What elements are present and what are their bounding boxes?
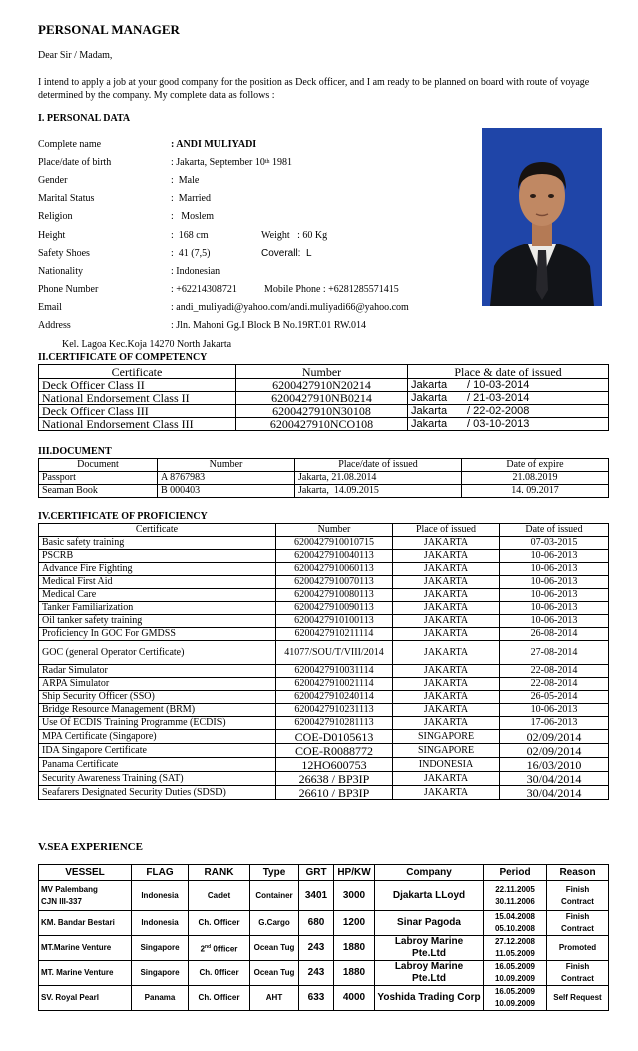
- flag: Indonesia: [141, 918, 179, 927]
- table-row: MPA Certificate (Singapore) COE-D0105613 SINGAPORE 02/09/2014: [39, 730, 609, 744]
- period-start: 27.12.2008: [494, 937, 536, 946]
- table-row: Deck Officer Class III 6200427910N30108 Jakarta / 22-02-2008: [39, 405, 609, 418]
- rank: Cadet: [207, 890, 231, 900]
- pd-row-marital: Marital Status : Married: [38, 193, 211, 205]
- col-certificate: Certificate: [39, 365, 236, 379]
- table-row: [39, 911, 609, 936]
- period-end: 11.05.2009: [495, 949, 535, 958]
- vessel-name: MV Palembang: [41, 884, 98, 894]
- col-rank: RANK: [189, 865, 250, 881]
- col-place-date: Place & date of issued: [408, 365, 609, 379]
- rank: Ch. Officer: [198, 993, 240, 1002]
- table-row: Oil tanker safety training 6200427910100113 JAKARTA 10-06-2013: [39, 615, 609, 628]
- table-row: Panama Certificate 12HO600753 INDONESIA 16/03/2010: [39, 758, 609, 772]
- personal-data-heading: I. PERSONAL DATA: [38, 113, 131, 124]
- reason: Self Request: [553, 993, 602, 1002]
- table-row: Medical Care 6200427910080113 JAKARTA 10-06-2013: [39, 589, 609, 602]
- col-prof-number: Number: [276, 524, 393, 537]
- sea-experience-heading: V.SEA EXPERIENCE: [38, 841, 143, 853]
- col-reason: Reason: [547, 865, 609, 881]
- period-end: 05.10.2008: [494, 924, 536, 933]
- period-end: 10.09.2009: [494, 974, 536, 983]
- table-row: Medical First Aid 6200427910070113 JAKARTA 10-06-2013: [39, 576, 609, 589]
- pd-row-nationality: Nationality : Indonesian: [38, 265, 221, 277]
- profile-photo: [482, 128, 602, 306]
- competency-heading: II.CERTIFICATE OF COMPETENCY: [38, 352, 208, 363]
- table-row: National Endorsement Class III 6200427910NCO108 Jakarta / 03-10-2013: [39, 418, 609, 431]
- col-number: Number: [236, 365, 408, 379]
- sea-experience-table: [38, 864, 609, 1011]
- proficiency-table: [38, 523, 609, 800]
- table-row: National Endorsement Class II 6200427910NB0214 Jakarta / 21-03-2014: [39, 392, 609, 405]
- company: Yoshida Trading Corp: [377, 992, 481, 1003]
- table-row: PSCRB 6200427910040113 JAKARTA 10-06-2013: [39, 550, 609, 563]
- pd-row-religion: Religion : Moslem: [38, 211, 215, 223]
- col-doc-number: Number: [158, 459, 295, 472]
- grt: 633: [307, 992, 325, 1003]
- rank: Ch. Officer: [198, 918, 240, 927]
- document-title: PERSONAL MANAGER: [38, 22, 180, 37]
- hp-kw: 1880: [342, 942, 366, 953]
- period-start: 16.05.2009: [494, 962, 536, 971]
- col-prof-date: Date of issued: [500, 524, 609, 537]
- period-end: 10.09.2009: [494, 999, 536, 1008]
- period-end: 30.11.2006: [495, 896, 535, 906]
- col-doc-expire: Date of expire: [462, 459, 609, 472]
- grt: 680: [307, 917, 325, 928]
- col-doc-issued: Place/date of issued: [295, 459, 462, 472]
- document-table: [38, 458, 609, 498]
- table-row: [39, 881, 609, 911]
- col-flag: FLAG: [132, 865, 189, 881]
- period-start: 16.05.2009: [494, 987, 536, 996]
- pd-row-birth: Place/date of birth : Jakarta, September 10 th 1981: [38, 156, 293, 168]
- company: Labroy Marine Pte.Ltd: [394, 961, 464, 984]
- vessel-name: MT. Marine Venture: [41, 968, 114, 977]
- flag: Panama: [144, 993, 176, 1002]
- table-row: IDA Singapore Certificate COE-R0088772 SINGAPORE 02/09/2014: [39, 744, 609, 758]
- personal-data: [38, 135, 478, 353]
- vessel-type: Ocean Tug: [253, 968, 295, 977]
- pd-row-shoes: Safety Shoes : 41 (7,5) Coverall: L: [38, 247, 312, 259]
- table-row: Seaman Book B 000403 Jakarta, 14.09.2015 14. 09.2017: [39, 485, 609, 498]
- col-type: Type: [250, 865, 299, 881]
- reason: Promoted: [558, 943, 597, 952]
- table-row: Security Awareness Training (SAT) 26638 / BP3IP JAKARTA 30/04/2014: [39, 772, 609, 786]
- table-row: Ship Security Officer (SSO) 6200427910240114 JAKARTA 26-05-2014: [39, 691, 609, 704]
- period-start: 15.04.2008: [494, 912, 536, 921]
- pd-address-line2: Kel. Lagoa Kec.Koja 14270 North Jakarta: [62, 338, 232, 350]
- table-row: MT.Marine Venture Singapore 2nd 0fficer Ocean Tug 243 1880 Labroy Marine Pte.Ltd 27.12.2008 11.05.2009 Promoted: [39, 936, 609, 961]
- col-grt: GRT: [299, 865, 334, 881]
- col-period: Period: [484, 865, 547, 881]
- reason: Finish Contract: [561, 912, 594, 933]
- table-row: Radar Simulator 6200427910031114 JAKARTA 22-08-2014: [39, 665, 609, 678]
- col-prof-place: Place of issued: [393, 524, 500, 537]
- col-vessel: VESSEL: [39, 865, 132, 881]
- col-prof-certificate: Certificate: [39, 524, 276, 537]
- pd-row-gender: Gender : Male: [38, 174, 200, 186]
- flag: Singapore: [140, 943, 180, 952]
- vessel-type: G.Cargo: [258, 918, 290, 927]
- table-row: Seafarers Designated Security Duties (SDSD) 26610 / BP3IP JAKARTA 30/04/2014: [39, 786, 609, 800]
- company: Labroy Marine Pte.Ltd: [394, 936, 464, 959]
- vessel-name: MT.Marine Venture: [41, 943, 112, 952]
- greeting: Dear Sir / Madam,: [38, 50, 113, 61]
- table-row: GOC (general Operator Certificate) 41077/SOU/T/VIII/2014 JAKARTA 27-08-2014: [39, 641, 609, 665]
- grt: 243: [307, 942, 325, 953]
- pd-row-phone: Phone Number : +62214308721 Mobile Phone : +6281285571415: [38, 284, 399, 296]
- document-heading: III.DOCUMENT: [38, 446, 112, 457]
- table-row: ARPA Simulator 6200427910021114 JAKARTA 22-08-2014: [39, 678, 609, 691]
- rank: Ch. 0fficer: [199, 968, 239, 977]
- table-row: Advance Fire Fighting 6200427910060113 JAKARTA 10-06-2013: [39, 563, 609, 576]
- reason: Finish Contract: [561, 962, 594, 983]
- grt: 243: [307, 967, 325, 978]
- competency-table: [38, 364, 609, 431]
- col-document: Document: [39, 459, 158, 472]
- table-row: Bridge Resource Management (BRM) 6200427910231113 JAKARTA 10-06-2013: [39, 704, 609, 717]
- vessel-name: SV. Royal Pearl: [41, 993, 99, 1002]
- table-row: Passport A 8767983 Jakarta, 21.08.2014 21.08.2019: [39, 472, 609, 485]
- company: Djakarta LLoyd: [392, 889, 466, 901]
- vessel-name: KM. Bandar Bestari: [41, 918, 115, 927]
- table-row: [39, 986, 609, 1011]
- table-row: [39, 961, 609, 986]
- table-row: Tanker Familiarization 6200427910090113 JAKARTA 10-06-2013: [39, 602, 609, 615]
- table-row: Use Of ECDIS Training Programme (ECDIS) 6200427910281113 JAKARTA 17-06-2013: [39, 717, 609, 730]
- table-row: Proficiency In GOC For GMDSS 6200427910211114 JAKARTA 26-08-2014: [39, 628, 609, 641]
- pd-row-name: Complete name : ANDI MULIYADI: [38, 138, 257, 150]
- vessel-type: AHT: [265, 993, 283, 1002]
- company: Sinar Pagoda: [397, 917, 461, 928]
- table-row: Deck Officer Class II 6200427910N20214 Jakarta / 10-03-2014: [39, 379, 609, 392]
- rank: 2: [200, 944, 206, 954]
- proficiency-heading: IV.CERTIFICATE OF PROFICIENCY: [38, 511, 208, 522]
- vessel-type: Container: [255, 890, 293, 900]
- reason: Finish Contract: [561, 884, 594, 906]
- pd-row-email: Email : andi_muliyadi@yahoo.com/andi.muliyadi66@yahoo.com: [38, 302, 409, 314]
- col-company: Company: [375, 865, 484, 881]
- period-start: 22.11.2005: [495, 884, 535, 894]
- table-row: Basic safety training 6200427910010715 JAKARTA 07-03-2015: [39, 537, 609, 550]
- pd-row-height: Height : 168 cm Weight : 60 Kg: [38, 229, 328, 241]
- hp-kw: 3000: [342, 889, 366, 901]
- flag: Indonesia: [141, 890, 179, 900]
- hp-kw: 4000: [342, 992, 366, 1003]
- col-hpkw: HP/KW: [334, 865, 375, 881]
- hp-kw: 1200: [342, 917, 366, 928]
- flag: Singapore: [140, 968, 180, 977]
- vessel-code: CJN III-337: [41, 896, 82, 906]
- intro-paragraph: I intend to apply a job at your good company for the position as Deck officer, and I am ready to be planned on board with route of voyage determined by the company. My complete data as follows :: [38, 77, 590, 101]
- grt: 3401: [304, 889, 328, 901]
- hp-kw: 1880: [342, 967, 366, 978]
- vessel-type: Ocean Tug: [253, 943, 295, 952]
- portrait-illustration: [482, 128, 602, 306]
- pd-row-address: Address : Jln. Mahoni Gg.I Block B No.19RT.01 RW.014: [38, 320, 366, 332]
